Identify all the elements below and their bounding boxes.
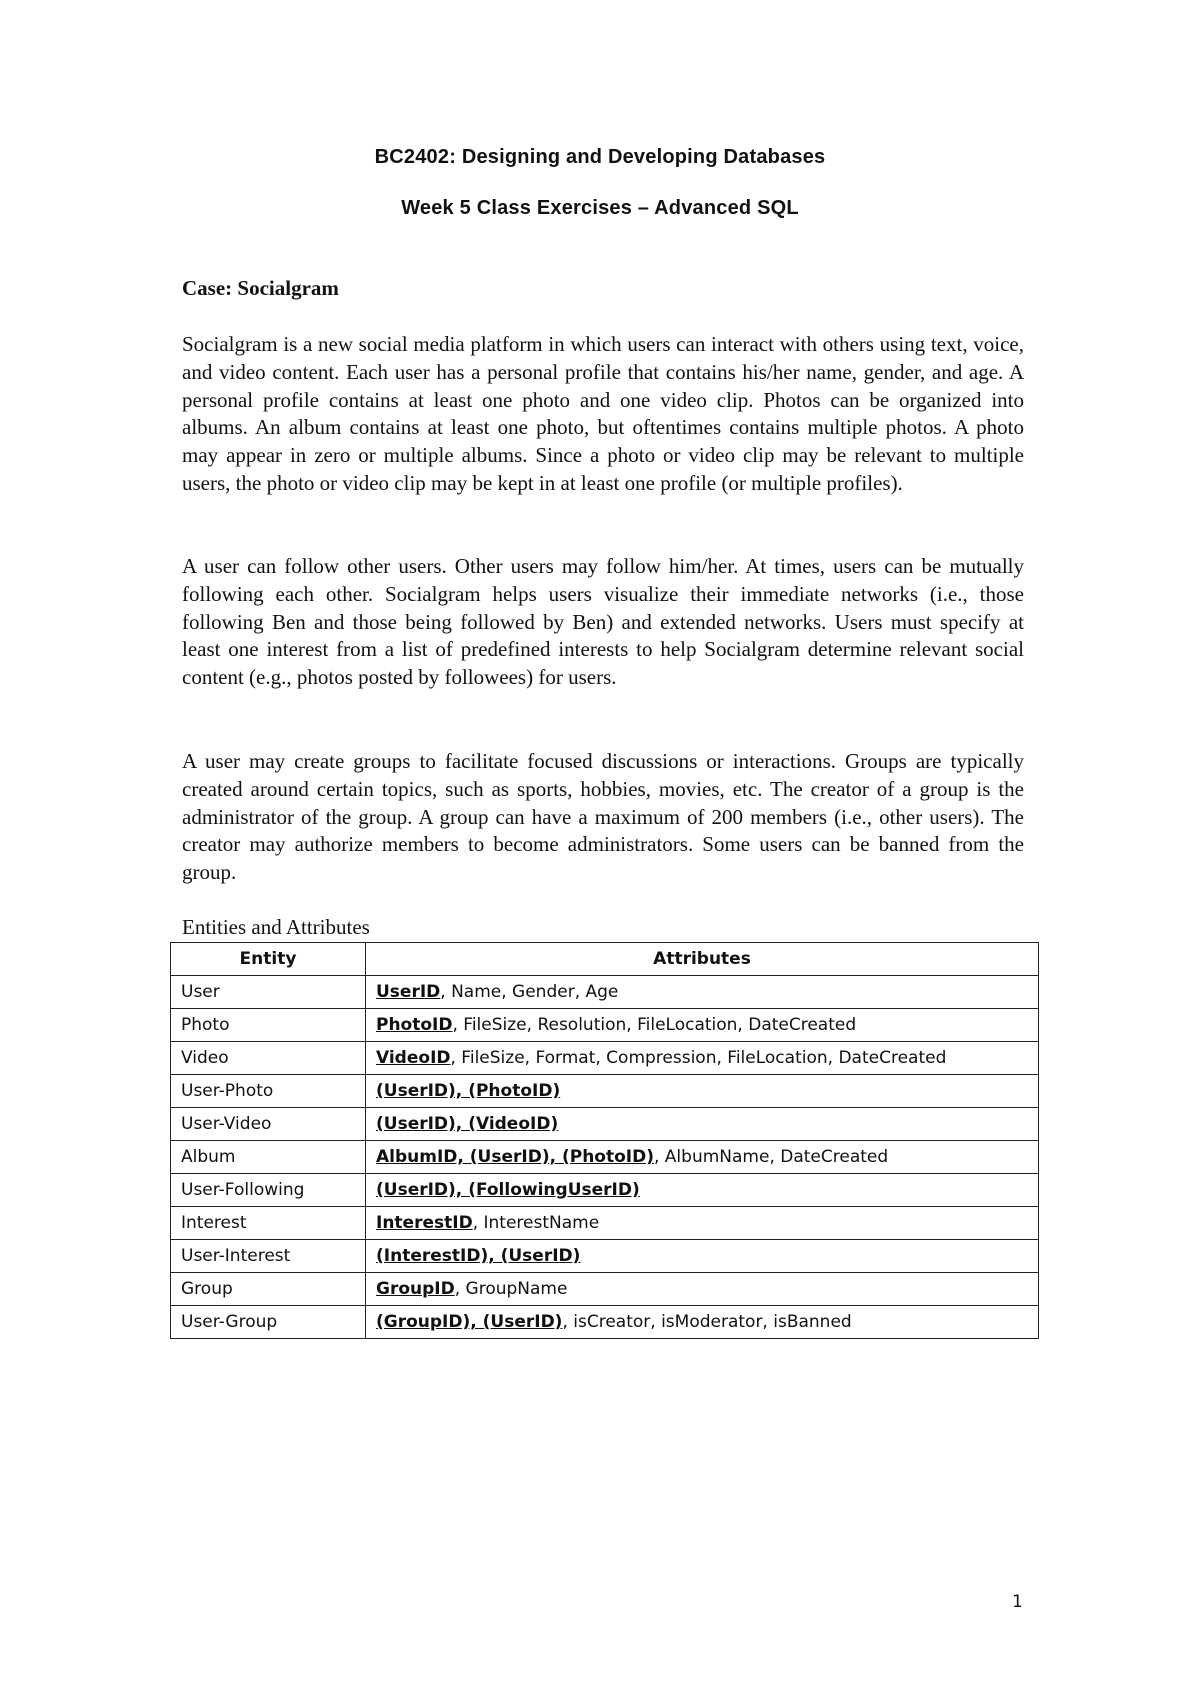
entity-cell: Video [171, 1042, 366, 1075]
table-row [171, 1009, 1039, 1042]
entity-cell: User-Following [171, 1174, 366, 1207]
entities-table [170, 942, 1039, 1339]
attributes-cell [366, 1009, 1039, 1042]
table-row [171, 1306, 1039, 1339]
other-attributes: , FileSize, Resolution, FileLocation, DateCreated [452, 1015, 857, 1035]
exercise-title: Week 5 Class Exercises – Advanced SQL [401, 197, 799, 219]
entity-cell: User-Video [171, 1108, 366, 1141]
entity-cell: Interest [171, 1207, 366, 1240]
course-title: BC2402: Designing and Developing Databases [374, 146, 826, 168]
case-paragraph-3: A user may create groups to facilitate focused discussions or interactions. Groups are typically created around certain topics, such as sports, hobbies, movies, etc. The creator of a group is the administrator of the group. A group can have a maximum of 200 members (i.e., other users). The creator may authorize members to become administrators. Some users can be banned from the group. [182, 749, 1024, 885]
attributes-cell [366, 1141, 1039, 1174]
table-row [171, 1075, 1039, 1108]
entity-cell: User [171, 976, 366, 1009]
table-row [171, 1273, 1039, 1306]
other-attributes: , FileSize, Format, Compression, FileLocation, DateCreated [450, 1048, 947, 1068]
case-paragraph-2: A user can follow other users. Other users may follow him/her. At times, users can be mutually following each other. Socialgram helps users visualize their immediate networks (i.e., those following Ben and those being followed by Ben) and extended networks. Users must specify at least one interest from a list of predefined interests to help Socialgram determine relevant social content (e.g., photos posted by followees) for users. [182, 554, 1024, 690]
key-attributes: (GroupID), (UserID) [376, 1312, 563, 1332]
attributes-cell [366, 976, 1039, 1009]
case-paragraph-1: Socialgram is a new social media platform in which users can interact with others using text, voice, and video content. Each user has a personal profile that contains his/her name, gender, and age. A personal profile contains at least one photo and one video clip. Photos can be organized into albums. An album contains at least one photo, but oftentimes contains multiple photos. A photo may appear in zero or multiple albums. Since a photo or video clip may be relevant to multiple users, the photo or video clip may be kept in at least one profile (or multiple profiles). [182, 332, 1024, 495]
entity-cell: Photo [171, 1009, 366, 1042]
key-attributes: InterestID [376, 1213, 473, 1233]
entity-cell: Group [171, 1273, 366, 1306]
attributes-cell [366, 1075, 1039, 1108]
page-number: 1 [1012, 1592, 1023, 1612]
table-row [171, 1240, 1039, 1273]
table-row [171, 1207, 1039, 1240]
table-row [171, 1042, 1039, 1075]
attributes-cell [366, 1042, 1039, 1075]
key-attributes: (UserID), (FollowingUserID) [376, 1180, 640, 1200]
table-row [171, 1141, 1039, 1174]
attributes-cell [366, 1174, 1039, 1207]
entity-column-header: Entity [171, 943, 366, 976]
key-attributes: VideoID [376, 1048, 451, 1068]
attributes-cell [366, 1108, 1039, 1141]
other-attributes: , GroupName [454, 1279, 568, 1299]
entity-cell: User-Group [171, 1306, 366, 1339]
other-attributes: , AlbumName, DateCreated [654, 1147, 889, 1167]
key-attributes: PhotoID [376, 1015, 453, 1035]
other-attributes: , InterestName [472, 1213, 600, 1233]
other-attributes: , isCreator, isModerator, isBanned [562, 1312, 852, 1332]
key-attributes: GroupID [376, 1279, 455, 1299]
entity-cell: User-Interest [171, 1240, 366, 1273]
key-attributes: (UserID), (VideoID) [376, 1114, 559, 1134]
attributes-cell [366, 1240, 1039, 1273]
table-row [171, 976, 1039, 1009]
attributes-cell [366, 1273, 1039, 1306]
key-attributes: UserID [376, 982, 441, 1002]
table-row [171, 1108, 1039, 1141]
table-header-row [171, 943, 1039, 976]
attributes-cell [366, 1207, 1039, 1240]
entity-cell: User-Photo [171, 1075, 366, 1108]
key-attributes: (InterestID), (UserID) [376, 1246, 581, 1266]
key-attributes: (UserID), (PhotoID) [376, 1081, 561, 1101]
entity-cell: Album [171, 1141, 366, 1174]
other-attributes: , Name, Gender, Age [440, 982, 619, 1002]
attributes-column-header: Attributes [366, 943, 1039, 976]
attributes-cell [366, 1306, 1039, 1339]
table-row [171, 1174, 1039, 1207]
table-caption: Entities and Attributes [182, 915, 370, 939]
key-attributes: AlbumID, (UserID), (PhotoID) [376, 1147, 654, 1167]
case-heading: Case: Socialgram [182, 276, 339, 300]
